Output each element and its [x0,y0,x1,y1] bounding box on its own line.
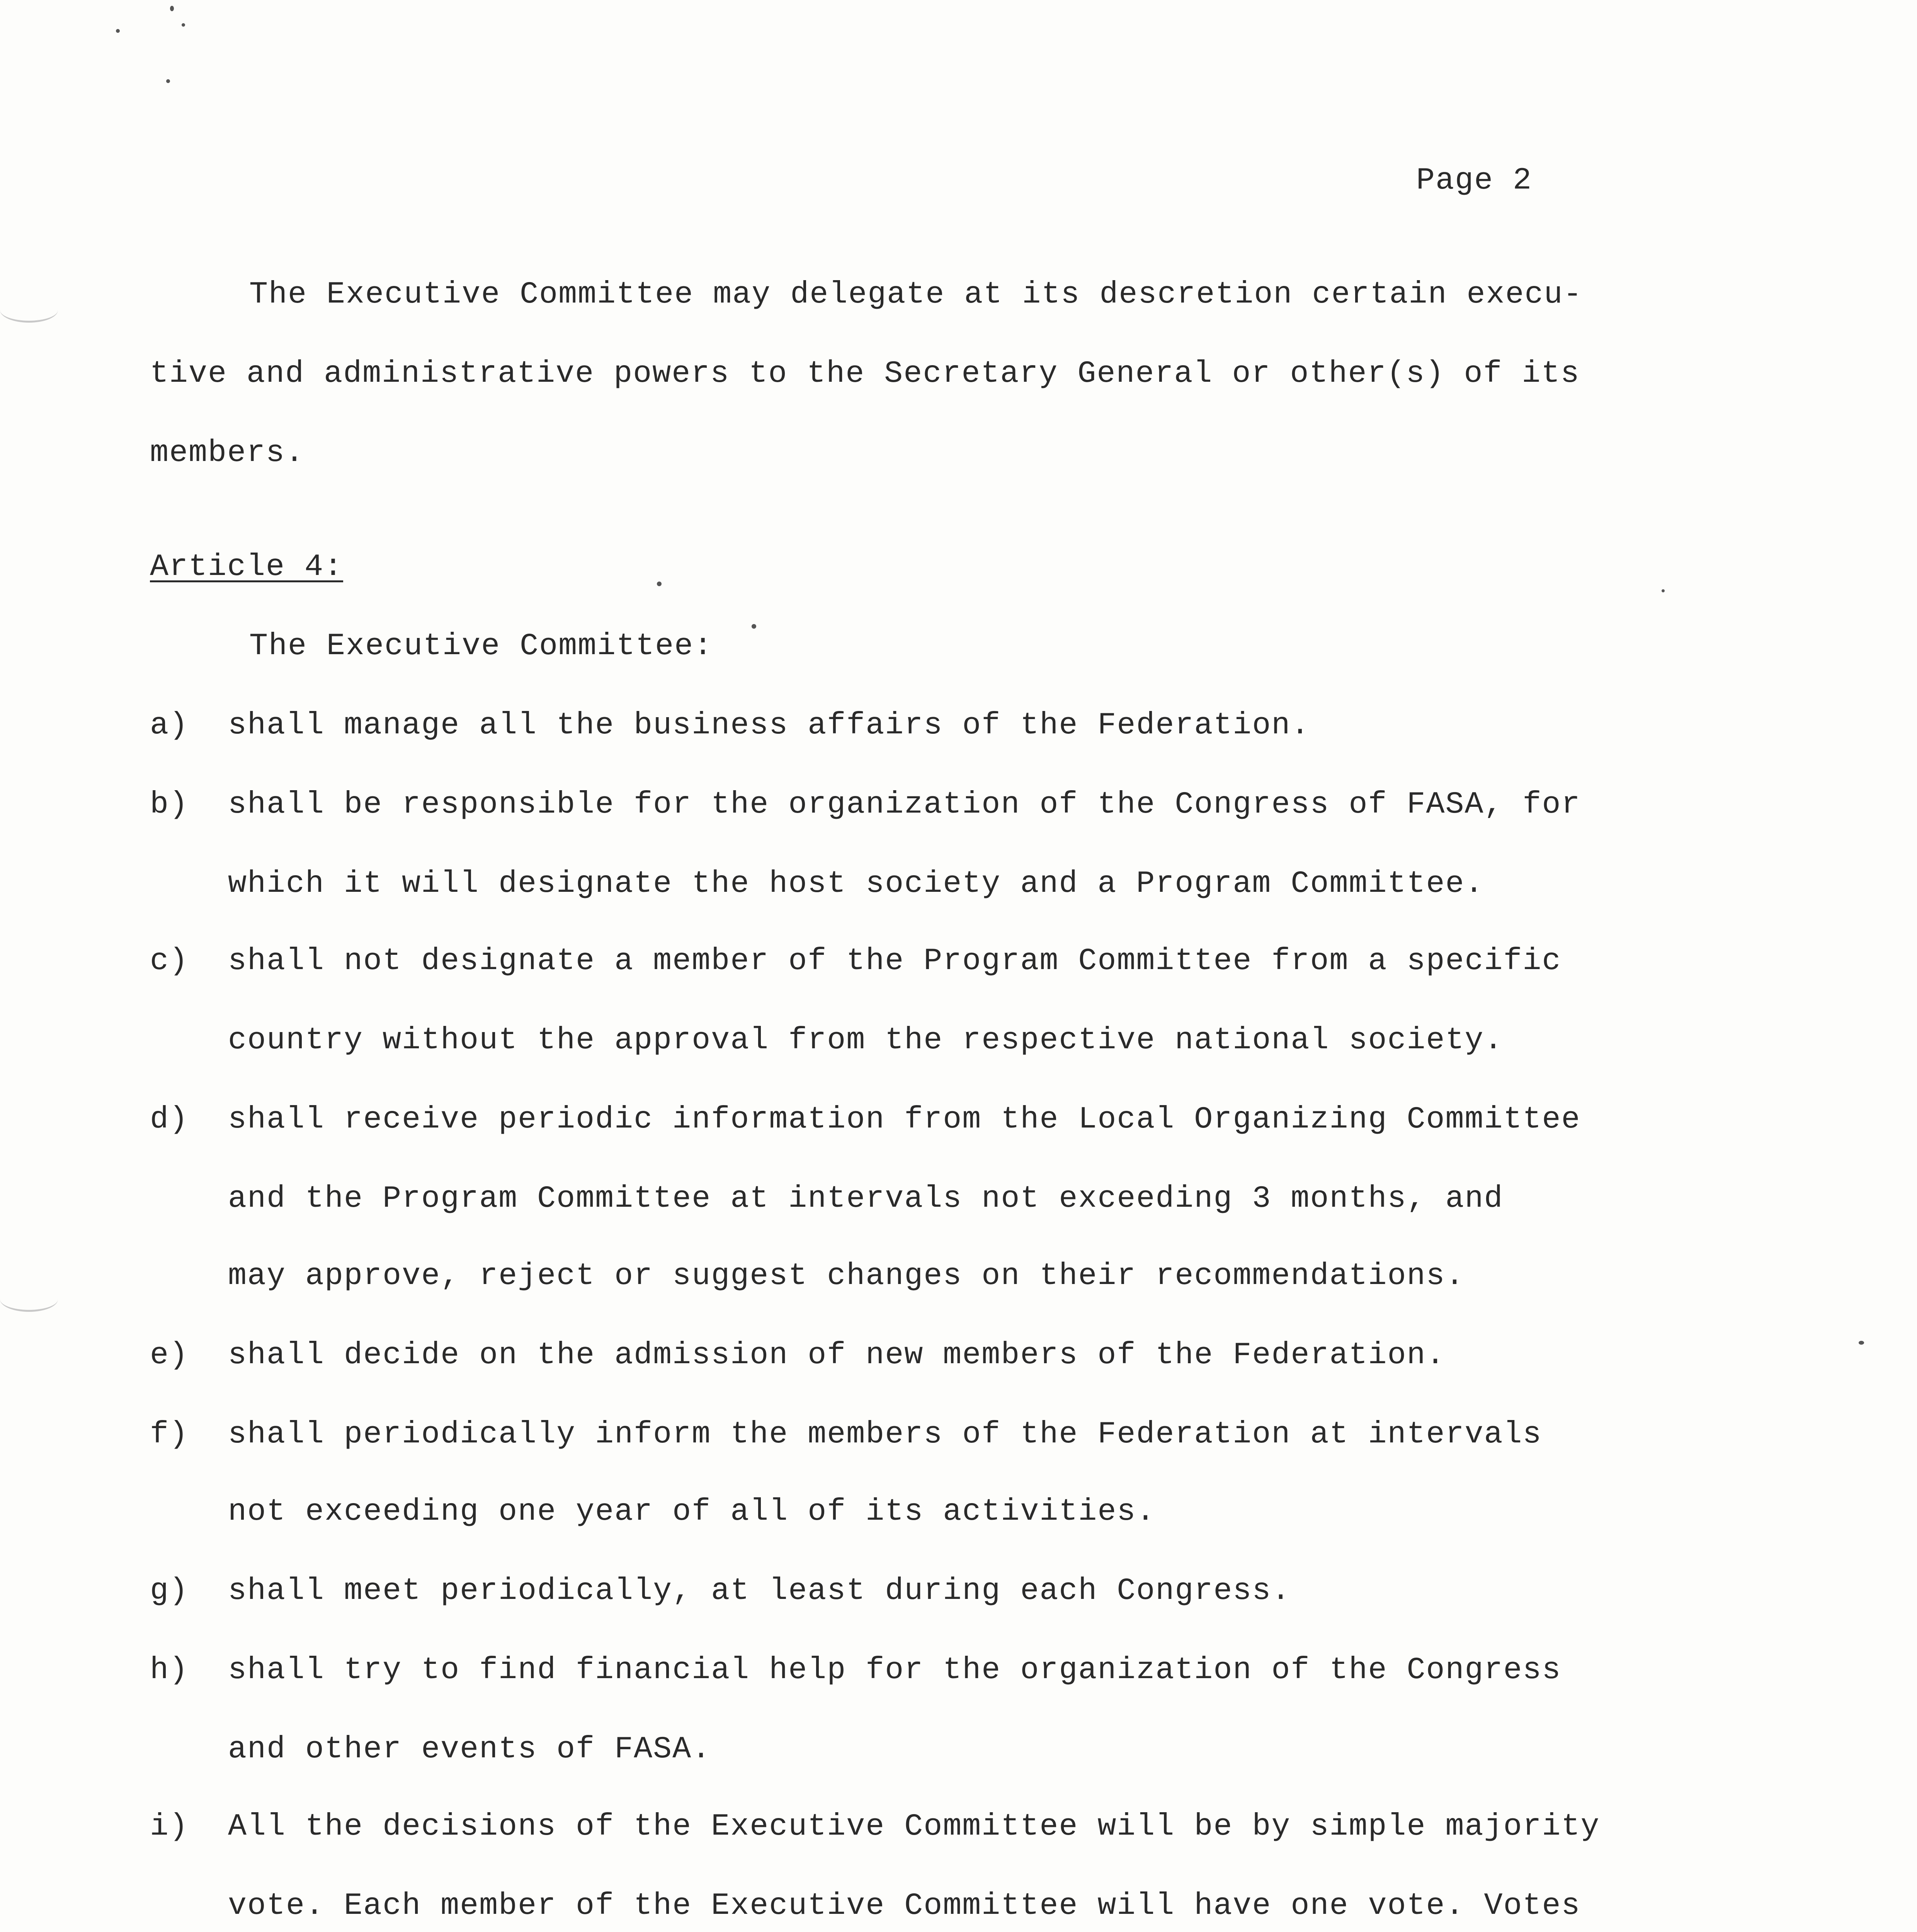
article-4-item-e-letter: e) [150,1338,189,1373]
page-number: Page 2 [1416,163,1533,198]
article-4-item-d-line-3: may approve, reject or suggest changes on their recommendations. [228,1259,1465,1294]
margin-mark [0,1287,58,1312]
article-4-item-h-letter: h) [150,1653,189,1688]
article-4-item-h-line-1: shall try to find financial help for the organization of the Congress [228,1653,1561,1688]
article-4-lead: The Executive Committee: [249,629,713,664]
article-4-item-a-letter: a) [150,708,189,743]
article-4-item-f-letter: f) [150,1417,189,1452]
article-4-item-b-letter: b) [150,787,189,822]
article-4-item-d-line-1: shall receive periodic information from the Local Organizing Committee [228,1102,1581,1137]
article-4-item-d-line-2: and the Program Committee at intervals not exceeding 3 months, and [228,1181,1504,1216]
article-4-item-b-line-1: shall be responsible for the organization of the Congress of FASA, for [228,787,1581,822]
scan-speck [752,624,756,629]
article-4-item-a-line-1: shall manage all the business affairs of the Federation. [228,708,1310,743]
article-4-item-c-line-1: shall not designate a member of the Program Committee from a specific [228,944,1561,979]
scan-speck [116,29,120,33]
scan-speck [166,79,170,83]
article-4-item-g-letter: g) [150,1573,189,1609]
article-4-item-h-line-2: and other events of FASA. [228,1732,711,1767]
article-4-item-b-line-2: which it will designate the host society and a Program Committee. [228,866,1484,901]
article-4-item-f-line-1: shall periodically inform the members of the Federation at intervals [228,1417,1542,1452]
article-4-item-g-line-1: shall meet periodically, at least during each Congress. [228,1573,1291,1609]
intro-paragraph-line-1: The Executive Committee may delegate at its descretion certain execu- [249,277,1583,312]
article-4-heading: Article 4: [150,549,344,585]
intro-paragraph-line-2: tive and administrative powers to the Secretary General or other(s) of its [150,356,1580,391]
article-4-item-e-line-1: shall decide on the admission of new members of the Federation. [228,1338,1446,1373]
article-4-item-d-letter: d) [150,1102,189,1137]
scan-speck [1662,589,1665,592]
scan-speck [1859,1341,1864,1345]
margin-mark [0,298,58,323]
scan-speck [657,582,662,586]
article-4-item-i-letter: i) [150,1809,189,1844]
intro-paragraph-line-3: members. [150,435,305,471]
scan-speck [182,23,185,27]
article-4-item-f-line-2: not exceeding one year of all of its activities. [228,1494,1156,1529]
scan-speck [170,6,174,11]
article-4-item-c-letter: c) [150,944,189,979]
article-4-item-c-line-2: country without the approval from the respective national society. [228,1023,1504,1058]
article-4-item-i-line-2: vote. Each member of the Executive Committee will have one vote. Votes [228,1888,1581,1923]
article-4-item-i-line-1: All the decisions of the Executive Committee will be by simple majority [228,1809,1600,1844]
